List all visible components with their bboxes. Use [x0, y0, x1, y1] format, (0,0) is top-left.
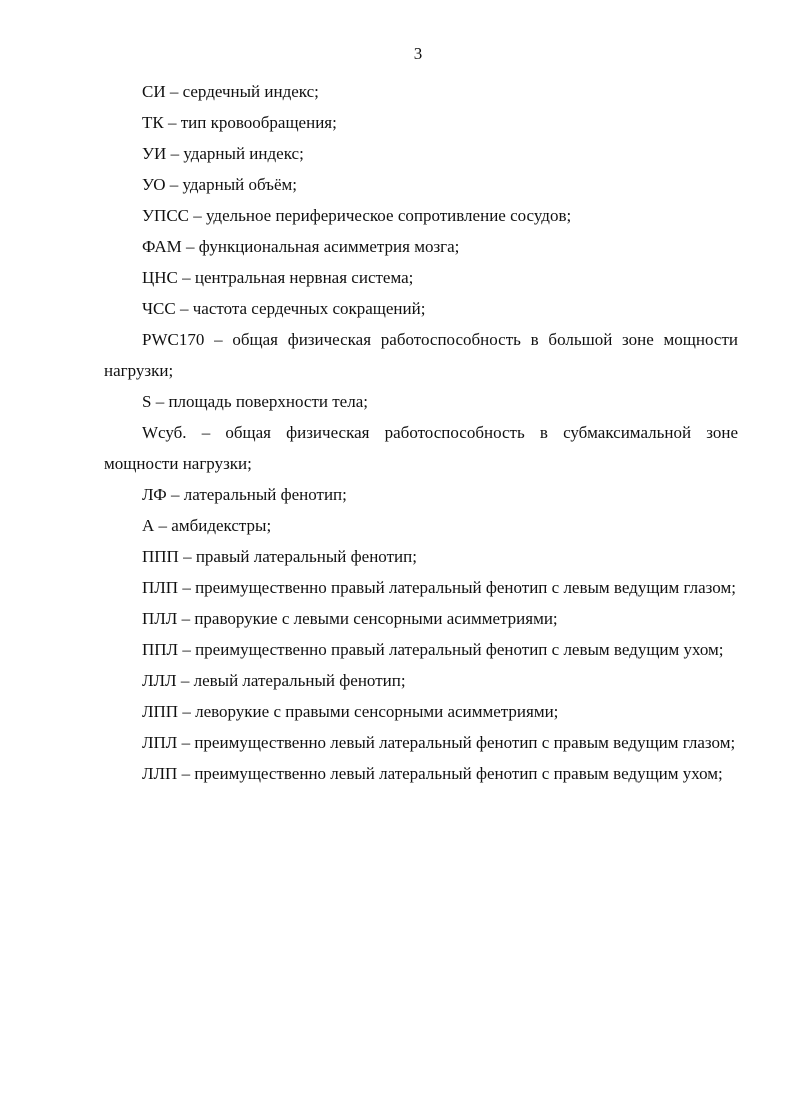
abbreviation-entry-a: А – амбидекстры;	[142, 516, 272, 535]
abbreviation-entry-pwc170: PWC170 – общая физическая работоспособность в большой зоне мощности нагрузки;	[104, 330, 738, 380]
abbreviation-entry-tk: ТК – тип кровообращения;	[142, 113, 337, 132]
abbreviation-entry-chss: ЧСС – частота сердечных сокращений;	[142, 299, 426, 318]
abbreviation-entry-upss: УПСС – удельное периферическое сопротивление сосудов;	[142, 206, 572, 225]
abbreviation-entry-lf: ЛФ – латеральный фенотип;	[142, 485, 347, 504]
abbreviation-entry-llp: ЛЛП – преимущественно левый латеральный фенотип с правым ведущим ухом;	[142, 764, 723, 783]
abbreviation-entry-lpp: ЛПП – леворукие с правыми сенсорными асимметриями;	[142, 702, 559, 721]
abbreviation-list	[104, 76, 738, 789]
abbreviation-entry-lll: ЛЛЛ – левый латеральный фенотип;	[142, 671, 406, 690]
abbreviation-entry-pll: ПЛЛ – праворукие с левыми сенсорными асимметриями;	[142, 609, 558, 628]
abbreviation-entry-lpl: ЛПЛ – преимущественно левый латеральный фенотип с правым ведущим глазом;	[142, 733, 736, 752]
abbreviation-entry-ppl: ППЛ – преимущественно правый латеральный фенотип с левым ведущим ухом;	[142, 640, 724, 659]
page-number: 3	[413, 44, 423, 63]
abbreviation-entry-uo: УО – ударный объём;	[142, 175, 298, 194]
abbreviation-entry-ppp: ППП – правый латеральный фенотип;	[142, 547, 417, 566]
abbreviation-entry-plp: ПЛП – преимущественно правый латеральный фенотип с левым ведущим глазом;	[142, 578, 736, 597]
abbreviation-entry-ui: УИ – ударный индекс;	[142, 144, 304, 163]
abbreviation-entry-s: S – площадь поверхности тела;	[142, 392, 368, 411]
abbreviation-entry-cns: ЦНС – центральная нервная система;	[142, 268, 414, 287]
abbreviation-entry-fam: ФАМ – функциональная асимметрия мозга;	[142, 237, 460, 256]
abbreviation-entry-si: СИ – сердечный индекс;	[142, 82, 319, 101]
abbreviation-entry-wsub: Wсуб. – общая физическая работоспособность в субмаксимальной зоне мощности нагрузки;	[104, 423, 738, 473]
